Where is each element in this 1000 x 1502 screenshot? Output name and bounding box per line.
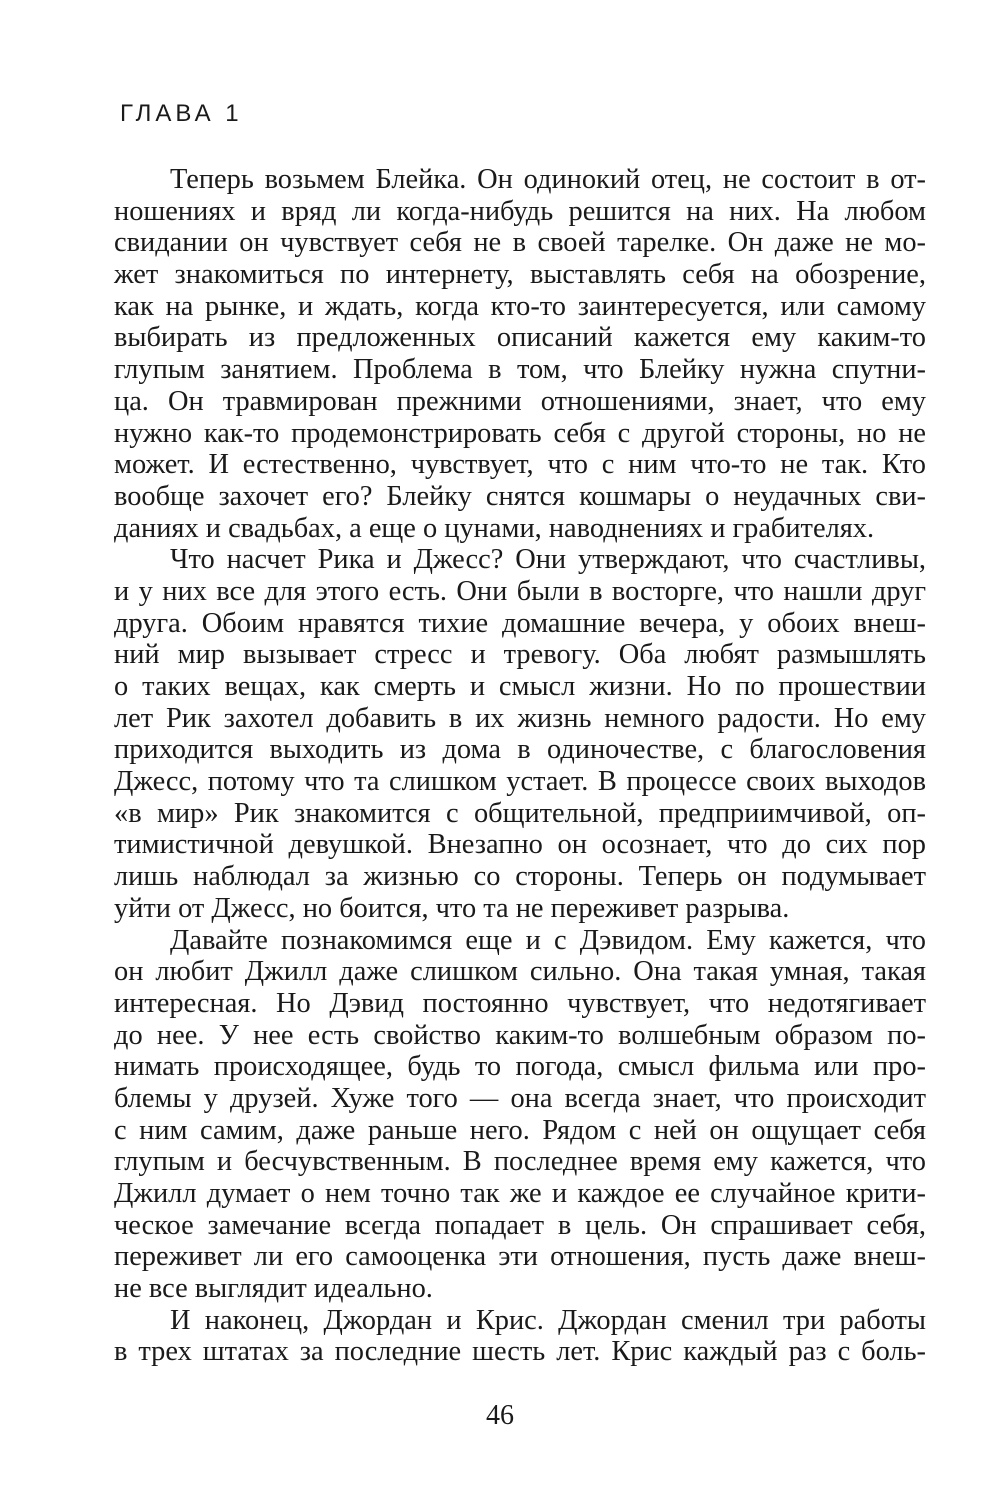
text-line: ца. Он травмирован прежними отношениями, знает, что ему xyxy=(114,385,926,417)
text-line: блемы у друзей. Хуже того — она всегда знает, что происходит xyxy=(114,1082,926,1114)
text-line: друга. Обоим нравятся тихие домашние вечера, у обоих внеш- xyxy=(114,607,926,639)
body-text xyxy=(114,164,926,1368)
text-line: вообще захочет его? Блейку снятся кошмары о неудачных сви- xyxy=(114,480,926,512)
text-line: Джилл думает о нем точно так же и каждое ее случайное крити- xyxy=(114,1178,926,1209)
text-line: «в мир» Рик знакомится с общительной, предприимчивой, оп- xyxy=(114,797,926,829)
text-line: ний мир вызывает стресс и тревогу. Оба любят размышлять xyxy=(114,639,926,671)
text-line: о таких вещах, как смерть и смысл жизни. Но по прошествии xyxy=(114,671,926,702)
text-line: до нее. У нее есть свойство каким-то волшебным образом по- xyxy=(114,1019,926,1051)
text-line: тимистичной девушкой. Внезапно он осознает, что до сих пор xyxy=(114,829,926,861)
text-line: Теперь возьмем Блейка. Он одинокий отец, не состоит в от- xyxy=(170,164,926,195)
text-line: ношениях и вряд ли когда-нибудь решится на них. На любом xyxy=(114,195,926,227)
text-line: в трех штатах за последние шесть лет. Крис каждый раз с боль- xyxy=(114,1336,926,1368)
text-line: И наконец, Джордан и Крис. Джордан сменил три работы xyxy=(170,1304,926,1336)
text-line: он любит Джилл даже слишком сильно. Она такая умная, такая xyxy=(114,956,926,988)
text-line: с ним самим, даже раньше него. Рядом с ней он ощущает себя xyxy=(114,1114,926,1146)
text-line: свидании он чувствует себя не в своей тарелке. Он даже не мо- xyxy=(114,227,926,259)
page-number: 46 xyxy=(486,1400,514,1431)
text-line: даниях и свадьбах, а еще о цунами, наводнениях и грабителях. xyxy=(114,512,875,544)
text-line: нужно как-то продемонстрировать себя с другой стороны, но не xyxy=(114,417,926,449)
text-line: глупым и бесчувственным. В последнее время ему кажется, что xyxy=(114,1146,926,1178)
text-line: приходится выходить из дома в одиночестве, с благословения xyxy=(114,734,926,766)
text-line: жет знакомиться по интернету, выставлять себя на обозрение, xyxy=(114,259,926,291)
text-line: и у них все для этого есть. Они были в восторге, что нашли друг xyxy=(114,575,926,607)
text-line: нимать происходящее, будь то погода, смысл фильма или про- xyxy=(114,1051,926,1083)
text-line: интересная. Но Дэвид постоянно чувствует, что недотягивает xyxy=(114,987,926,1019)
text-line: может. И естественно, чувствует, что с ним что-то не так. Кто xyxy=(114,449,926,481)
text-line: уйти от Джесс, но боится, что та не переживет разрыва. xyxy=(114,892,790,924)
text-line: лишь наблюдал за жизнью со стороны. Теперь он подумывает xyxy=(114,861,926,893)
text-line: глупым занятием. Проблема в том, что Блейку нужна спутни- xyxy=(114,354,926,386)
running-head: ГЛАВА 1 xyxy=(120,100,243,127)
text-line: Давайте познакомимся еще и с Дэвидом. Ему кажется, что xyxy=(170,924,926,956)
text-line: переживет ли его самооценка эти отношения, пусть даже внеш- xyxy=(114,1241,926,1273)
text-line: выбирать из предложенных описаний кажется ему каким-то xyxy=(114,322,926,354)
text-line: не все выглядит идеально. xyxy=(114,1273,433,1305)
text-line: ческое замечание всегда попадает в цель. Он спрашивает себя, xyxy=(114,1209,926,1241)
text-line: как на рынке, и ждать, когда кто-то заинтересуется, или самому xyxy=(114,290,926,322)
text-line: Джесс, потому что та слишком устает. В процессе своих выходов xyxy=(114,766,926,798)
text-line: Что насчет Рика и Джесс? Они утверждают, что счастливы, xyxy=(170,544,926,576)
text-line: лет Рик захотел добавить в их жизнь немного радости. Но ему xyxy=(114,702,926,734)
